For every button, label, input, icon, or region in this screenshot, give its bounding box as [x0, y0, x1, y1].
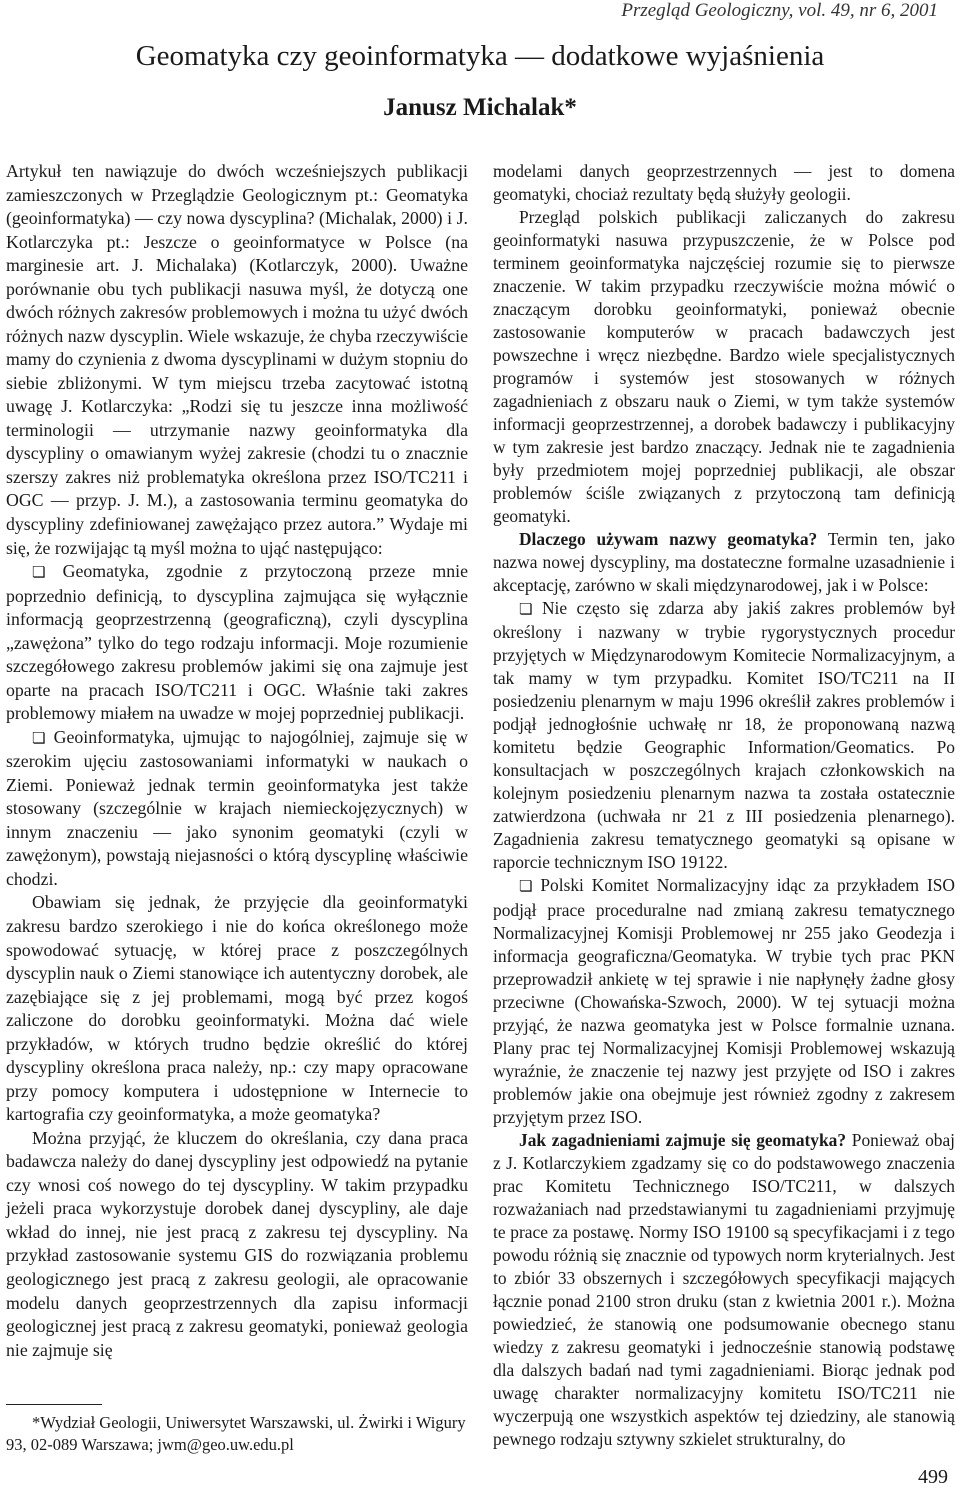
section-text: Ponieważ obaj z J. Kotlarczykiem zgadzamy się co do podstawowego znaczenia prac Komitetu Technicznego ISO/TC211, w dalszych rozważaniach nad przedstawianymi tu zagadnieniami przyjmuję te prace za postawę. Normy ISO 19100 są specyfikacjami i z tego powodu różnią się znacznie od typowych norm kryterialnych. Jest to zbiór 33 obszernych i szczegółowych specyfikacji mających łącznie ponad 2100 stron druku (stan z kwietnia 2001 r.). Można powiedzieć, że stanowią one podsumowanie obecnego stanu wiedzy z zakresu geomatyki i jednocześnie stanowią podstawę dla dalszych badań nad tymi zagadnieniami. Biorąc jednak pod uwagę charakter normalizacyjny komitetu ISO/TC211 nie wyczerpują one wszystkich aspektów tej dziedziny, ale stanowią pewnego rodzaju sztywny szkielet strukturalny, do — [493, 1129, 956, 1449]
checkbox-icon: ❏ — [32, 563, 46, 582]
bullet-text: Geomatyka, zgodnie z przytoczoną przeze mnie poprzednio definicją, to dyscyplina zajmująca się wyłącznie informacją geoprzestrzenną (geograficzną), czyli dyscyplina „zawężona” tylko do tego rodzaju informacji. Moje rozumienie szczegółowego zakresu problemów jakimi się ona zajmuje jest oparte na pracach ISO/TC211 i OGC. Właśnie taki zakres problemowy miałem na uwadze w mojej poprzedniej publikacji. — [6, 561, 468, 724]
paragraph: Można przyjąć, że kluczem do określania, czy dana praca badawcza należy do danej dyscypliny jest odpowiedź na pytanie czy wnosi coś nowego do tej dyscypliny. W takim przypadku jeżeli praca wykorzystuje dorobek danej dyscypliny, ale daje wkład do innej, nie jest pracą z zakresu tej dyscypliny. Na przykład zastosowanie systemu GIS do rozwiązania problemu geologicznego jest pracą z zakresu geologii, ale opracowanie modelu danych geoprzestrzennych dla zapisu informacji geologicznej jest pracą z zakresu geomatyki, ponieważ geologia nie zajmuje się — [6, 1127, 468, 1360]
journal-header: Przegląd Geologiczny, vol. 49, nr 6, 2001 — [621, 0, 938, 21]
section-paragraph — [493, 528, 955, 597]
right-column — [493, 160, 955, 1451]
checkbox-icon: ❏ — [519, 877, 533, 896]
article-title: Geomatyka czy geoinformatyka — dodatkowe wyjaśnienia — [135, 40, 825, 72]
paragraph: Artykuł ten nawiązuje do dwóch wcześniejszych publikacji zamieszczonych w Przeglądzie Geologicznym pt.: Geomatyka (geoinformatyka) — czy nowa dyscyplina? (Michalak, 2000) i J. Kotlarczyka pt.: Jeszcze o geoinformatyce w Polsce (na marginesie art. J. Michalaka) (Kotlarczyk, 2000). Uważne porównanie obu tych publikacji nasuwa myśl, że dotyczą one dwóch różnych zakresów problemowych i można tu użyć dwóch różnych nazw dyscyplin. Wiele wskazuje, że chyba rzeczywiście mamy do czynienia z dwoma dyscyplinami w dużym stopniu do siebie zbliżonymi. W tym miejscu trzeba zacytować istotną uwagę J. Kotlarczyka: „Rodzi się tu jeszcze inna możliwość terminologii — utrzymanie nazwy geoinformatyka dla dyscypliny o omawianym wyżej zakresie (chodzi tu o znacznie szerszy zakres niż problematyka określona przez ISO/TC211 i OGC — przyp. J. M.), a zastosowania terminu geomatyka do dyscypliny zdefiniowanej zawężająco przez autora.” Wydaje mi się, że rozwijając tą myśl można to ująć następująco: — [6, 161, 468, 558]
article-author: Janusz Michalak* — [383, 94, 577, 121]
paragraph: Obawiam się jednak, że przyjęcie dla geoinformatyki zakresu bardzo szerokiego i nie do końca określonego może spowodować sytuację, w której prace z poszczególnych dyscyplin nauk o Ziemi stanowiące ich autentyczny dorobek, ale zazębiające się z jej problemami, mogą być przez kogoś zaliczone do dorobku geoinformatyki. Można dać wiele przykładów, w których trudno będzie określić do której dyscypliny określona praca należy, np.: czy mapy opracowane przy pomocy komputera i udostępnione w Internecie to kartografia czy geoinformatyka, a może geomatyka? — [6, 892, 468, 1125]
paragraph: modelami danych geoprzestrzennych — jest to domena geomatyki, chociaż rezultaty będą służyły geologii. — [493, 161, 955, 205]
bullet-text: Geoinformatyka, ujmując to najogólniej, zajmuje się w szerokim ujęciu zastosowaniami informatyki w naukach o Ziemi. Ponieważ jednak termin geoinformatyka jest także stosowany (szczególnie w krajach niemieckojęzycznych) w innym znaczeniu — jako synonim geomatyki (czyli w zawężonym), powstają niejasności o którą dyscyplinę właściwie chodzi. — [6, 726, 468, 889]
bullet-text: Polski Komitet Normalizacyjny idąc za przykładem ISO podjął prace proceduralne nad zmianą zakresu tematycznego Normalizacyjnej Komisji Problemowej nr 255 jako Geodezja i informacja geograficzna/Geomatyka. W trybie tych prac PKN przeprowadził ankietę w tej sprawie i nie napłynęły żadne głosy przeciwne (Chowańska-Szwoch, 2000). W tej sytuacji można przyjąć, że nazwa geomatyka jest w Polsce formalnie uznana. Plany prac tej Normalizacyjnej Komisji Problemowej wskazują wyraźnie, że znaczenie tej nazwy jest przyjęte od ISO i zakres problemów jakie ona obejmuje jest również zgodny z zakresem przyjętym przez ISO. — [493, 875, 955, 1127]
footnote-text: *Wydział Geologii, Uniwersytet Warszawski, ul. Żwirki i Wigury 93, 02-089 Warszawa; jwm@geo.uw.edu.pl — [6, 1413, 466, 1454]
bullet-paragraph — [6, 726, 468, 892]
paragraph: Przegląd polskich publikacji zaliczanych do zakresu geoinformatyki nasuwa przypuszczenie, że w Polsce pod terminem geoinformatyka najczęściej rozumie się to pierwsze znaczenie. W takim przypadku rzeczywiście można mówić o znaczącym dorobku geoinformatyki, ponieważ obecnie zastosowanie komputerów w pracach badawczych jest powszechne i wręcz niezbędne. Bardzo wiele specjalistycznych programów i systemów jest stosowanych w różnych zagadnieniach z obszaru nauk o Ziemi, w tym także systemów informacji geoprzestrzennej, a dorobek badawczy i publikacyjny w tym zakresie jest bardzo znaczący. Jednak nie te zagadnienia były przedmiotem mojej poprzedniej publikacji, ale obszar problemów ściśle związanych z przytoczoną tam definicją geomatyki. — [493, 207, 955, 527]
left-column — [6, 160, 468, 1362]
section-paragraph — [493, 1129, 955, 1451]
footnote-rule — [6, 1404, 102, 1405]
bullet-text: Nie często się zdarza aby jakiś zakres problemów był określony i nazwany w trybie rygorystycznych procedur przyjętych w Międzynarodowym Komitecie Normalizacyjnym, a tak mamy w tym przypadku. Komitet ISO/TC211 na II posiedzeniu plenarnym w maju 1996 określił zakres problemów i podjął jednogłośnie uchwałę nr 18, że proponowaną nazwą komitetu będzie Geographic Information/Geomatics. Po konsultacjach w poszczególnych krajach członkowskich na kolejnym posiedzeniu plenarnym nazwa ta została ostatecznie zatwierdzona (uchwała nr 21 z III posiedzenia plenarnego). Zagadnienia zakresu tematycznego geomatyki są opisane w raporcie technicznym ISO 19122. — [493, 598, 955, 873]
section-heading: Jak zagadnieniami zajmuje się geomatyka? — [519, 1129, 847, 1150]
section-text: Termin ten, jako nazwa nowej dyscypliny, ma dostateczne formalne uzasadnienie i akceptację, zarówno w skali międzynarodowej, jak i w Polsce: — [493, 529, 955, 596]
bullet-paragraph — [6, 560, 468, 726]
page-number: 499 — [918, 1466, 948, 1488]
bullet-paragraph — [493, 874, 955, 1128]
footnote — [6, 1412, 476, 1456]
checkbox-icon: ❏ — [519, 600, 533, 619]
bullet-paragraph — [493, 597, 955, 874]
section-heading: Dlaczego używam nazwy geomatyka? — [519, 529, 818, 550]
checkbox-icon: ❏ — [32, 728, 46, 747]
